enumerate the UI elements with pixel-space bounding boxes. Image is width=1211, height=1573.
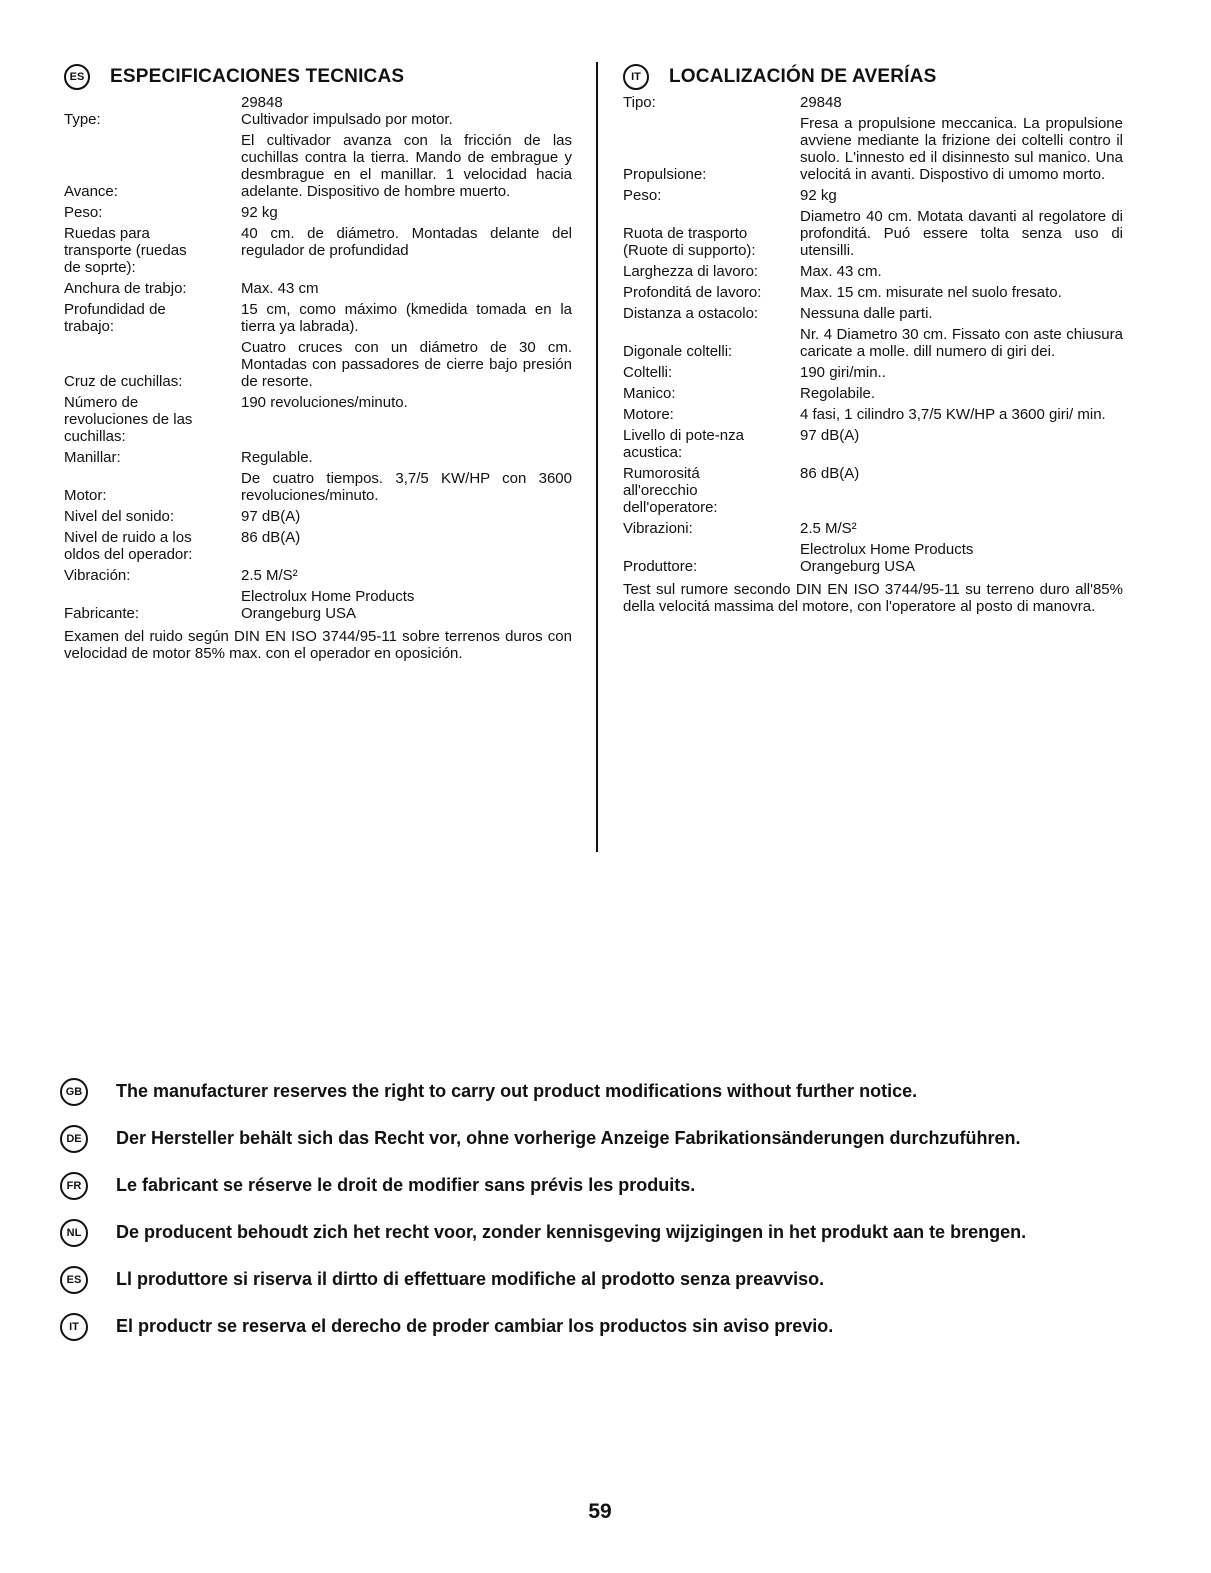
spec-value-line: 97 dB(A) (241, 508, 301, 525)
spec-row (64, 94, 572, 128)
section-title: LOCALIZACIÓN DE AVERÍAS (669, 66, 937, 87)
spec-row (64, 225, 572, 276)
spec-value-line: De cuatro tiempos. 3,7/5 KW/HP con 3600 revoluciones/minuto. (241, 470, 572, 504)
notice-row (60, 1256, 1140, 1303)
spec-value (241, 394, 572, 445)
spec-value (241, 508, 572, 525)
spec-label (623, 364, 800, 381)
spec-label (64, 508, 241, 525)
spec-value-line: Fresa a propulsione meccanica. La propulsione avviene mediante la frizione dei coltelli contro il suolo. L'innesto ed il disinnesto sul manico. Una velocitá in avanti. Dispostivo di umomo morto. (800, 115, 1123, 183)
spec-row (623, 541, 1123, 575)
spec-label-line: acustica: (623, 444, 683, 461)
spec-row (623, 187, 1123, 204)
spec-row (64, 339, 572, 390)
spec-value-line: Regolabile. (800, 385, 876, 402)
spec-label-line: Vibración: (64, 567, 131, 584)
spec-label-line: Livello di pote-nza (623, 427, 744, 444)
spec-label (623, 520, 800, 537)
spec-value-line: El cultivador avanza con la fricción de las cuchillas contra la tierra. Mando de embrague y desmbrague en el manillar. 1 velocidad hacia adelante. Dispositivo de hombre muerto. (241, 132, 572, 200)
spec-value (241, 588, 572, 622)
spec-value (241, 529, 572, 563)
spec-label-line: Ruedas para (64, 225, 150, 242)
italian-specs-section (623, 64, 1123, 615)
spec-label-line: Propulsione: (623, 166, 707, 183)
spec-label-line: Manillar: (64, 449, 121, 466)
spec-value (241, 301, 572, 335)
spec-label (623, 385, 800, 402)
spec-label-line: de soprte): (64, 259, 136, 276)
spec-row (64, 132, 572, 200)
spec-value (800, 520, 1123, 537)
spec-value-line: 40 cm. de diámetro. Montadas delante del regulador de profundidad (241, 225, 572, 259)
spec-value (800, 541, 1123, 575)
nl-language-badge-icon: NL (60, 1219, 88, 1247)
spec-value-line: Nessuna dalle parti. (800, 305, 933, 322)
section-title: ESPECIFICACIONES TECNICAS (110, 66, 405, 87)
spec-row (623, 94, 1123, 111)
spec-row (623, 115, 1123, 183)
spec-label (64, 470, 241, 504)
spec-value-line: Cuatro cruces con un diámetro de 30 cm. Montadas con passadores de cierre bajo presión de resorte. (241, 339, 572, 390)
spec-value (241, 339, 572, 390)
spec-value (800, 465, 1123, 516)
spec-row (623, 465, 1123, 516)
spec-label (64, 567, 241, 584)
spec-label-line: dell'operatore: (623, 499, 718, 516)
spec-value-line: 97 dB(A) (800, 427, 860, 444)
spec-label-line: revoluciones de las (64, 411, 193, 428)
spec-value-line: Max. 15 cm. misurate nel suolo fresato. (800, 284, 1062, 301)
spec-label (623, 427, 800, 461)
spec-value (800, 284, 1123, 301)
notice-row (60, 1115, 1140, 1162)
spec-table (623, 94, 1123, 575)
column-divider (596, 62, 598, 852)
spec-row (623, 208, 1123, 259)
spec-value (800, 94, 1123, 111)
page-number: 59 (588, 1500, 612, 1523)
spec-value (241, 470, 572, 504)
spec-value-line: 190 revoluciones/minuto. (241, 394, 408, 411)
fr-language-badge-icon: FR (60, 1172, 88, 1200)
notice-row (60, 1209, 1140, 1256)
spec-value-line: 190 giri/min.. (800, 364, 886, 381)
spec-label (623, 541, 800, 575)
spec-value (800, 406, 1123, 423)
spec-label (623, 305, 800, 322)
spec-label (64, 449, 241, 466)
spec-label (64, 339, 241, 390)
spec-label (64, 204, 241, 221)
spec-row (64, 394, 572, 445)
spec-row (623, 520, 1123, 537)
spec-value-line: 92 kg (800, 187, 837, 204)
section-heading (64, 64, 572, 90)
spec-label (623, 406, 800, 423)
spec-label-line: Tipo: (623, 94, 656, 111)
spec-label (623, 208, 800, 259)
spec-row (623, 263, 1123, 280)
spec-label-line: cuchillas: (64, 428, 126, 445)
es-language-badge-icon: ES (64, 64, 90, 90)
spec-label-line: transporte (ruedas (64, 242, 187, 259)
spec-label-line: Ruota de trasporto (623, 225, 748, 242)
spec-label-line: Rumorositá (623, 465, 700, 482)
noise-test-note: Test sul rumore secondo DIN EN ISO 3744/95-11 su terreno duro all'85% della velocitá massima del motore, con l'operatore al posto di manovra. (623, 581, 1123, 615)
spanish-specs-section (64, 64, 572, 662)
spec-value (241, 94, 572, 128)
spec-row (64, 280, 572, 297)
spec-value (800, 263, 1123, 280)
spec-label (64, 132, 241, 200)
es-language-badge-icon: ES (60, 1266, 88, 1294)
spec-value (241, 204, 572, 221)
spec-value-line: 15 cm, como máximo (kmedida tomada en la tierra ya labrada). (241, 301, 572, 335)
section-heading (623, 64, 1123, 90)
spec-value-line: Orangeburg USA (800, 558, 916, 575)
spec-label-line: Coltelli: (623, 364, 673, 381)
spec-label-line: Profonditá de lavoro: (623, 284, 762, 301)
spec-row (623, 364, 1123, 381)
spec-value (800, 326, 1123, 360)
notice-text: Le fabricant se réserve le droit de modifier sans prévis les produits. (116, 1175, 696, 1195)
spec-label-line: Larghezza di lavoro: (623, 263, 759, 280)
spec-value (241, 280, 572, 297)
spec-label (623, 187, 800, 204)
spec-row (64, 588, 572, 622)
spec-value-line: Max. 43 cm (241, 280, 319, 297)
noise-test-note: Examen del ruido según DIN EN ISO 3744/95-11 sobre terrenos duros con velocidad de motor 85% max. con el operador en oposición. (64, 628, 572, 662)
spec-label (623, 465, 800, 516)
spec-label-line: Peso: (64, 204, 103, 221)
spec-label-line: Distanza a ostacolo: (623, 305, 759, 322)
notice-text: El productr se reserva el derecho de proder cambiar los productos sin aviso previo. (116, 1316, 834, 1336)
spec-value-line: Electrolux Home Products (241, 588, 415, 605)
spec-row (623, 427, 1123, 461)
spec-label-line: Cruz de cuchillas: (64, 373, 183, 390)
spec-value-line: Orangeburg USA (241, 605, 357, 622)
spec-label-line: Type: (64, 111, 101, 128)
spec-value-line: 86 dB(A) (241, 529, 301, 546)
spec-label-line: Nivel de ruido a los (64, 529, 192, 546)
it-language-badge-icon: IT (60, 1313, 88, 1341)
spec-label-line: Fabricante: (64, 605, 140, 622)
spec-value (241, 225, 572, 276)
spec-value (800, 385, 1123, 402)
spec-label-line: Produttore: (623, 558, 698, 575)
spec-value-line: Nr. 4 Diametro 30 cm. Fissato con aste chiusura caricate a molle. dill numero di giri dei. (800, 326, 1123, 360)
spec-value (800, 364, 1123, 381)
spec-value-line: 92 kg (241, 204, 278, 221)
spec-value-line: 4 fasi, 1 cilindro 3,7/5 KW/HP a 3600 giri/ min. (800, 406, 1106, 423)
spec-label-line: Manico: (623, 385, 676, 402)
spec-label-line: Digonale coltelli: (623, 343, 733, 360)
spec-label (64, 225, 241, 276)
spec-value (241, 449, 572, 466)
spec-value (800, 115, 1123, 183)
spec-label (623, 326, 800, 360)
spec-row (64, 204, 572, 221)
spec-label-line: trabajo: (64, 318, 115, 335)
spec-label (64, 301, 241, 335)
spec-value (241, 567, 572, 584)
spec-row (64, 301, 572, 335)
spec-label (64, 529, 241, 563)
spec-label (64, 394, 241, 445)
spec-value-line: 2.5 M/S² (241, 567, 298, 584)
spec-row (64, 529, 572, 563)
gb-language-badge-icon: GB (60, 1078, 88, 1106)
spec-value (800, 187, 1123, 204)
notice-text: The manufacturer reserves the right to carry out product modifications without further notice. (116, 1081, 918, 1101)
spec-label-line: (Ruote di supporto): (623, 242, 756, 259)
spec-row (623, 305, 1123, 322)
spec-row (623, 406, 1123, 423)
notice-row (60, 1303, 1140, 1350)
spec-label-line: Vibrazioni: (623, 520, 693, 537)
spec-label (623, 94, 800, 111)
spec-row (64, 470, 572, 504)
spec-row (64, 508, 572, 525)
spec-row (623, 326, 1123, 360)
notice-text: Ll produttore si riserva il dirtto di effettuare modifiche al prodotto senza preavviso. (116, 1269, 825, 1289)
it-language-badge-icon: IT (623, 64, 649, 90)
spec-value-line: Diametro 40 cm. Motata davanti al regolatore di profonditá. Puó essere tolta senza uso di utensilli. (800, 208, 1123, 259)
spec-label-line: Profundidad de (64, 301, 166, 318)
spec-row (64, 449, 572, 466)
spec-value (800, 208, 1123, 259)
modification-notices (60, 1068, 1140, 1350)
spec-value-line: 86 dB(A) (800, 465, 860, 482)
spec-table (64, 94, 572, 622)
spec-label (623, 263, 800, 280)
spec-label (623, 284, 800, 301)
spec-label-line: Avance: (64, 183, 118, 200)
spec-value (241, 132, 572, 200)
spec-label (623, 115, 800, 183)
spec-row (623, 385, 1123, 402)
spec-label-line: Peso: (623, 187, 662, 204)
spec-value-line: Electrolux Home Products (800, 541, 974, 558)
notice-row (60, 1162, 1140, 1209)
spec-label-line: Motor: (64, 487, 107, 504)
spec-label (64, 280, 241, 297)
spec-row (64, 567, 572, 584)
spec-row (623, 284, 1123, 301)
spec-label-line: Anchura de trabjo: (64, 280, 187, 297)
notice-text: Der Hersteller behält sich das Recht vor, ohne vorherige Anzeige Fabrikationsänderungen durchzuführen. (116, 1128, 1021, 1148)
spec-label-line: Motore: (623, 406, 674, 423)
notice-text: De producent behoudt zich het recht voor, zonder kennisgeving wijzigingen in het produkt aan te brengen. (116, 1222, 1027, 1242)
notice-row (60, 1068, 1140, 1115)
spec-value-line: Regulable. (241, 449, 313, 466)
spec-label (64, 94, 241, 128)
spec-label-line: all'orecchio (623, 482, 698, 499)
spec-value (800, 427, 1123, 461)
spec-value-line: Cultivador impulsado por motor. (241, 111, 453, 128)
spec-label-line: Número de (64, 394, 139, 411)
spec-value-line: Max. 43 cm. (800, 263, 882, 280)
spec-value-line: 29848 (800, 94, 842, 111)
spec-value (800, 305, 1123, 322)
spec-label-line: Nivel del sonido: (64, 508, 175, 525)
de-language-badge-icon: DE (60, 1125, 88, 1153)
spec-value-line: 2.5 M/S² (800, 520, 857, 537)
spec-value-line: 29848 (241, 94, 283, 111)
spec-label-line: oldos del operador: (64, 546, 193, 563)
spec-label (64, 588, 241, 622)
